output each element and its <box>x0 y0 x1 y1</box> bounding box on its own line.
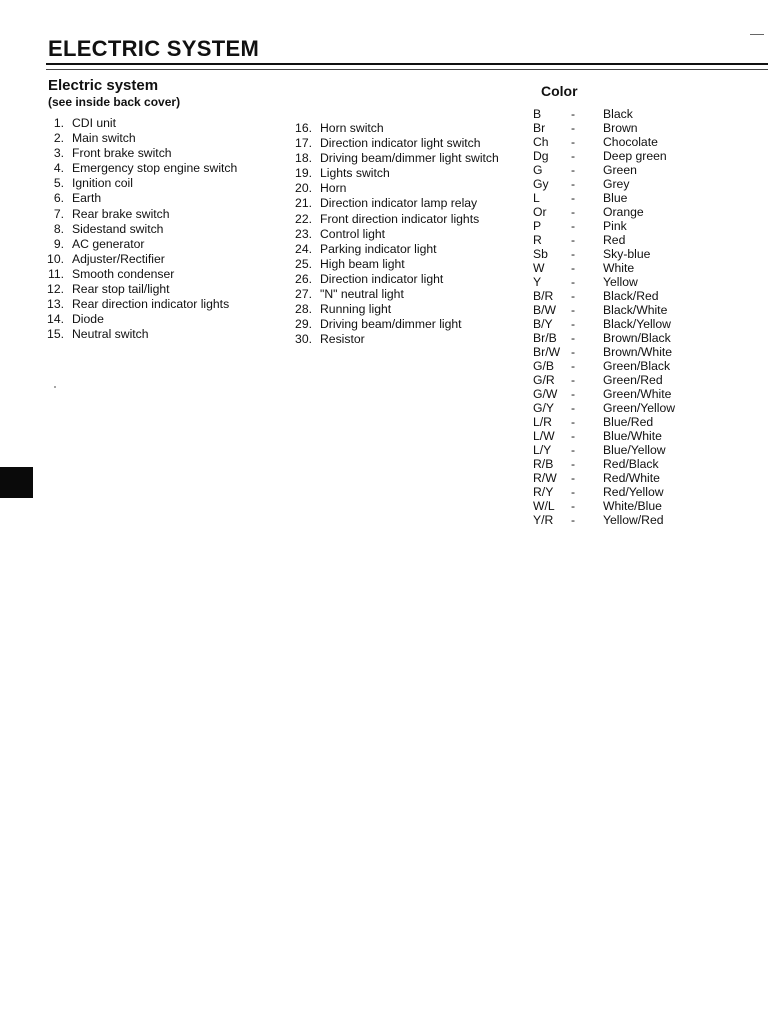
color-key-row <box>533 317 675 331</box>
color-key-row <box>533 289 675 303</box>
color-name: Blue/Yellow <box>603 443 666 457</box>
color-key-title: Color <box>541 83 578 99</box>
color-code: L/W <box>533 429 555 443</box>
component-label: Neutral switch <box>72 327 149 342</box>
component-number: 15. <box>47 327 64 342</box>
component-item <box>40 161 237 176</box>
color-code: L/R <box>533 415 552 429</box>
color-separator: - <box>571 499 576 513</box>
component-item <box>40 297 237 312</box>
color-key-row <box>533 513 675 527</box>
corner-mark <box>750 34 764 35</box>
component-item <box>282 317 499 332</box>
color-name: Green/White <box>603 387 672 401</box>
color-code: B/R <box>533 289 554 303</box>
color-key-row <box>533 177 675 191</box>
color-name: Orange <box>603 205 644 219</box>
component-number: 4. <box>53 161 64 176</box>
color-code: W <box>533 261 545 275</box>
color-separator: - <box>571 429 576 443</box>
color-name: Sky-blue <box>603 247 651 261</box>
color-key-row <box>533 415 675 429</box>
component-item <box>282 181 499 196</box>
color-name: White/Blue <box>603 499 662 513</box>
component-item <box>282 332 499 347</box>
component-item <box>282 166 499 181</box>
color-name: Grey <box>603 177 630 191</box>
section-subtitle: (see inside back cover) <box>48 95 181 109</box>
component-label: Lights switch <box>320 166 390 181</box>
color-code: G <box>533 163 543 177</box>
color-separator: - <box>571 163 576 177</box>
color-name: Blue/Red <box>603 415 654 429</box>
color-key-row <box>533 345 675 359</box>
component-item <box>40 252 237 267</box>
color-name: Red <box>603 233 626 247</box>
component-item <box>282 196 499 211</box>
color-name: Black/Red <box>603 289 659 303</box>
color-key-row <box>533 275 675 289</box>
scan-speck <box>54 386 56 388</box>
component-label: Earth <box>72 191 102 206</box>
component-item <box>282 212 499 227</box>
title-rule-thin <box>46 69 768 70</box>
color-code: W/L <box>533 499 555 513</box>
color-key-row <box>533 457 675 471</box>
color-code: B/W <box>533 303 557 317</box>
color-separator: - <box>571 303 576 317</box>
component-number: 5. <box>53 176 64 191</box>
component-label: Horn switch <box>320 121 384 135</box>
color-separator: - <box>571 233 576 247</box>
component-number: 3. <box>53 146 64 161</box>
component-number: 28. <box>295 302 312 317</box>
component-item <box>282 287 499 302</box>
component-item <box>282 151 499 166</box>
color-name: White <box>603 261 635 275</box>
color-code: R <box>533 233 542 247</box>
component-label: Resistor <box>320 332 365 347</box>
component-label: Direction indicator lamp relay <box>320 196 478 211</box>
color-separator: - <box>571 191 576 205</box>
color-separator: - <box>571 485 576 499</box>
component-item <box>282 136 499 151</box>
component-number: 8. <box>53 221 64 236</box>
color-separator: - <box>571 401 576 415</box>
color-code: R/B <box>533 457 554 471</box>
component-number: 23. <box>295 226 312 241</box>
color-separator: - <box>571 457 576 471</box>
color-separator: - <box>571 415 576 429</box>
color-name: Deep green <box>603 149 667 163</box>
color-separator: - <box>571 345 576 359</box>
component-number: 29. <box>295 317 312 332</box>
color-key-list <box>533 107 675 527</box>
component-label: Rear brake switch <box>72 206 170 221</box>
component-item <box>40 116 237 131</box>
color-separator: - <box>571 107 576 121</box>
color-separator: - <box>571 149 576 163</box>
color-name: Black <box>603 107 633 121</box>
component-item <box>40 222 237 237</box>
component-number: 20. <box>295 181 312 196</box>
component-item <box>282 257 499 272</box>
color-separator: - <box>571 289 576 303</box>
color-key-row <box>533 149 675 163</box>
color-code: P <box>533 219 542 233</box>
color-separator: - <box>571 317 576 331</box>
component-label: Control light <box>320 226 386 241</box>
color-key-row <box>533 331 675 345</box>
color-code: G/Y <box>533 401 554 415</box>
title-rule <box>46 63 768 65</box>
component-label: Front direction indicator lights <box>320 211 480 226</box>
component-label: Rear direction indicator lights <box>72 297 230 312</box>
component-number: 17. <box>295 136 312 151</box>
color-name: Brown <box>603 121 638 135</box>
color-separator: - <box>571 471 576 485</box>
color-separator: - <box>571 219 576 233</box>
color-code: R/W <box>533 471 557 485</box>
color-key-row <box>533 429 675 443</box>
color-separator: - <box>571 205 576 219</box>
component-number: 12. <box>47 282 64 297</box>
component-item <box>40 327 237 342</box>
color-key-row <box>533 443 675 457</box>
component-item <box>40 191 237 206</box>
color-separator: - <box>571 247 576 261</box>
color-key-row <box>533 163 675 177</box>
component-number: 25. <box>295 256 312 271</box>
component-label: Driving beam/dimmer light <box>320 317 462 332</box>
component-label: Rear stop tail/light <box>72 282 170 297</box>
component-item <box>40 207 237 222</box>
component-label: Parking indicator light <box>320 241 437 256</box>
color-code: Br/W <box>533 345 561 359</box>
component-item <box>40 237 237 252</box>
component-label: Running light <box>320 302 392 317</box>
component-number: 18. <box>295 151 312 166</box>
component-item <box>282 302 499 317</box>
component-number: 16. <box>295 121 312 135</box>
color-name: Red/White <box>603 471 660 485</box>
color-key-row <box>533 471 675 485</box>
color-name: Chocolate <box>603 135 658 149</box>
component-number: 10. <box>47 251 64 266</box>
component-number: 9. <box>53 236 64 251</box>
component-item <box>282 272 499 287</box>
component-number: 1. <box>53 116 64 130</box>
color-key-row <box>533 373 675 387</box>
color-key-row <box>533 191 675 205</box>
color-name: Brown/Black <box>603 331 671 345</box>
color-key-row <box>533 233 675 247</box>
component-label: Horn <box>320 181 347 196</box>
color-key-row <box>533 219 675 233</box>
color-name: Pink <box>603 219 627 233</box>
component-list-left <box>40 116 237 342</box>
color-name: Green/Red <box>603 373 663 387</box>
component-label: Front brake switch <box>72 146 172 161</box>
component-number: 24. <box>295 241 312 256</box>
color-code: Y <box>533 275 542 289</box>
color-code: L/Y <box>533 443 552 457</box>
color-separator: - <box>571 331 576 345</box>
component-number: 26. <box>295 271 312 286</box>
component-label: Emergency stop engine switch <box>72 161 238 176</box>
color-key-row <box>533 121 675 135</box>
color-separator: - <box>571 513 576 527</box>
color-separator: - <box>571 373 576 387</box>
color-key-row <box>533 135 675 149</box>
color-separator: - <box>571 443 576 457</box>
color-code: Gy <box>533 177 549 191</box>
component-item <box>40 131 237 146</box>
component-item <box>282 227 499 242</box>
color-separator: - <box>571 135 576 149</box>
component-item <box>40 146 237 161</box>
color-separator: - <box>571 261 576 275</box>
color-separator: - <box>571 359 576 373</box>
color-separator: - <box>571 275 576 289</box>
color-name: Brown/White <box>603 345 673 359</box>
color-code: B/Y <box>533 317 553 331</box>
component-label: Driving beam/dimmer light switch <box>320 151 499 166</box>
color-name: Red/Yellow <box>603 485 664 499</box>
color-code: Ch <box>533 135 549 149</box>
component-number: 14. <box>47 312 64 327</box>
color-key-row <box>533 107 675 121</box>
color-code: G/W <box>533 387 558 401</box>
color-key-row <box>533 401 675 415</box>
component-label: Diode <box>72 312 104 327</box>
color-code: Y/R <box>533 513 554 527</box>
component-label: Smooth condenser <box>72 266 175 281</box>
color-code: G/B <box>533 359 554 373</box>
component-label: Direction indicator light switch <box>320 136 481 151</box>
color-code: Sb <box>533 247 548 261</box>
component-number: 7. <box>53 206 64 221</box>
component-item <box>40 282 237 297</box>
color-key-row <box>533 499 675 513</box>
component-item <box>282 121 499 136</box>
color-key-row <box>533 205 675 219</box>
color-code: Br <box>533 121 546 135</box>
color-name: Blue/White <box>603 429 662 443</box>
color-name: Red/Black <box>603 457 659 471</box>
color-key-row <box>533 387 675 401</box>
component-number: 30. <box>295 332 312 347</box>
component-item <box>40 267 237 282</box>
color-name: Green <box>603 163 637 177</box>
component-label: AC generator <box>72 236 145 251</box>
color-code: B <box>533 107 542 121</box>
component-number: 27. <box>295 287 312 302</box>
component-number: 21. <box>295 196 312 211</box>
color-name: Green/Yellow <box>603 401 676 415</box>
color-key-row <box>533 261 675 275</box>
color-separator: - <box>571 177 576 191</box>
component-label: Main switch <box>72 131 136 146</box>
color-code: R/Y <box>533 485 554 499</box>
component-number: 2. <box>53 131 64 146</box>
component-number: 19. <box>295 166 312 181</box>
color-separator: - <box>571 121 576 135</box>
component-label: High beam light <box>320 256 405 271</box>
component-item <box>40 312 237 327</box>
color-name: Blue <box>603 191 628 205</box>
section-title: Electric system <box>48 77 159 94</box>
component-label: CDI unit <box>72 116 117 130</box>
color-separator: - <box>571 387 576 401</box>
component-label: Adjuster/Rectifier <box>72 251 165 266</box>
page-title: ELECTRIC SYSTEM <box>48 36 260 61</box>
color-key-row <box>533 247 675 261</box>
component-label: "N" neutral light <box>320 287 404 302</box>
component-number: 22. <box>295 211 312 226</box>
color-name: Yellow <box>603 275 638 289</box>
component-item <box>282 242 499 257</box>
color-name: Yellow/Red <box>603 513 664 527</box>
component-number: 6. <box>53 191 64 206</box>
color-name: Black/Yellow <box>603 317 671 331</box>
color-code: Or <box>533 205 547 219</box>
component-number: 11. <box>47 266 64 281</box>
component-number: 13. <box>47 297 64 312</box>
color-code: G/R <box>533 373 555 387</box>
component-label: Ignition coil <box>72 176 133 191</box>
component-label: Direction indicator light <box>320 271 444 286</box>
color-key-row <box>533 359 675 373</box>
component-item <box>40 176 237 191</box>
margin-index-tab <box>0 467 33 498</box>
color-name: Green/Black <box>603 359 671 373</box>
component-list-right <box>282 121 499 347</box>
component-label: Sidestand switch <box>72 221 164 236</box>
color-key-row <box>533 485 675 499</box>
color-name: Black/White <box>603 303 668 317</box>
color-code: Br/B <box>533 331 557 345</box>
color-key-row <box>533 303 675 317</box>
color-code: Dg <box>533 149 549 163</box>
color-code: L <box>533 191 540 205</box>
